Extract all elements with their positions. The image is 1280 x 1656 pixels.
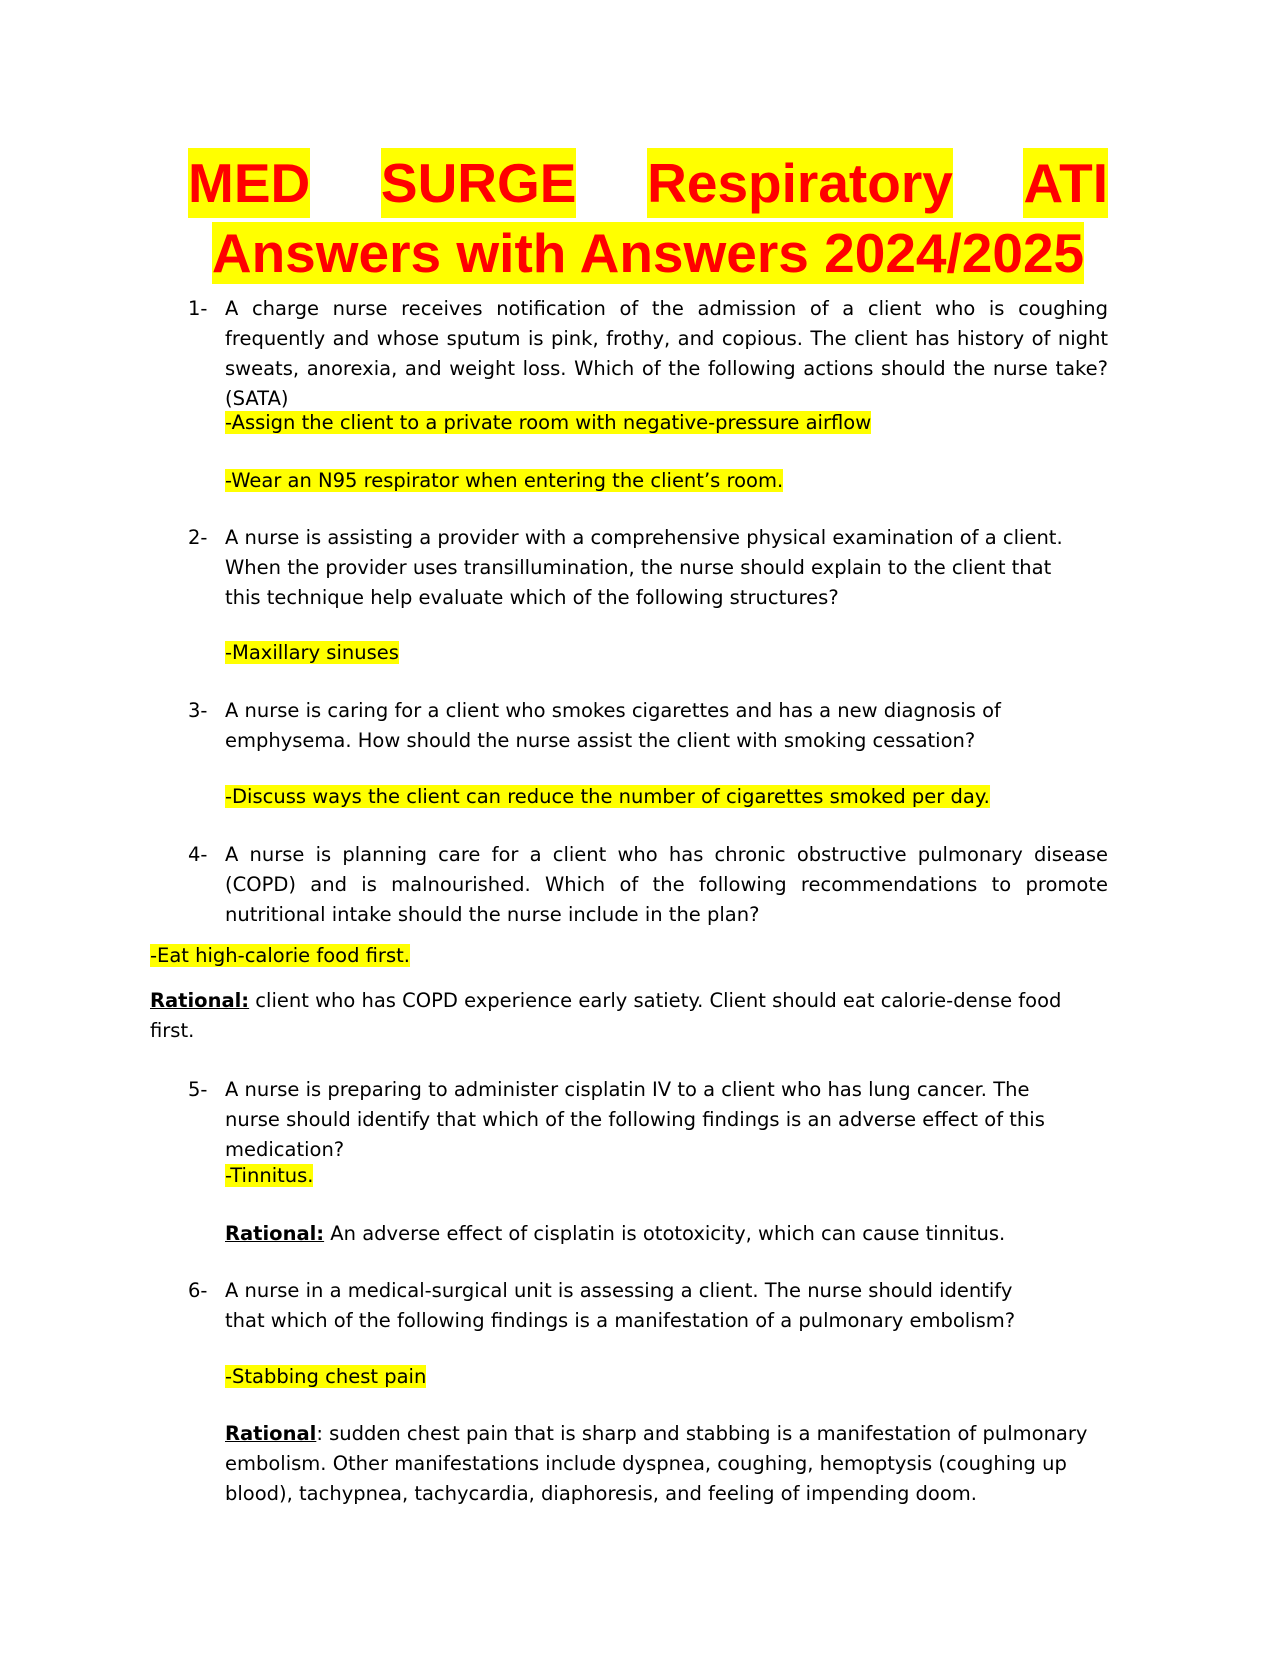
question-text: A nurse is preparing to administer cisplatin IV to a client who has lung cancer. The nurse should identify that which of the following findings is an adverse effect of this medication? (225, 1078, 1045, 1161)
title-word: ATI (1023, 148, 1108, 218)
title-word: SURGE (381, 148, 577, 218)
title-word: MED (188, 148, 310, 218)
answer-highlight: -Discuss ways the client can reduce the number of cigarettes smoked per day. (225, 785, 990, 808)
rational (150, 986, 1110, 1046)
title-word: Respiratory (647, 148, 953, 218)
question-text: A nurse is caring for a client who smokes cigarettes and has a new diagnosis of emphysema. How should the nurse assist the client with smoking cessation? (225, 699, 1001, 752)
question-4 (188, 840, 1108, 930)
answer-highlight: -Maxillary sinuses (225, 641, 399, 664)
question-2 (188, 523, 1108, 613)
question-5 (188, 1075, 1108, 1165)
question-number: 4- (188, 843, 208, 866)
answer-highlight: -Wear an N95 respirator when entering the client’s room. (225, 469, 784, 492)
question-1 (188, 294, 1108, 414)
question-number: 6- (188, 1279, 208, 1302)
rational (225, 1219, 1105, 1249)
question-number: 2- (188, 526, 208, 549)
question-3 (188, 696, 1108, 756)
answer-highlight: -Stabbing chest pain (225, 1365, 427, 1388)
document-title (188, 148, 1108, 288)
question-text: A charge nurse receives notification of the admission of a client who is coughing frequently and whose sputum is pink, frothy, and copious. The client has history of night sweats, anorexia, and weight loss. Which of the following actions should the nurse take? (SATA) (225, 297, 1108, 410)
rational-label: Rational: (225, 1222, 325, 1245)
question-number: 3- (188, 699, 208, 722)
rational-text: : sudden chest pain that is sharp and stabbing is a manifestation of pulmonary embolism. Other manifestations include dyspnea, coughing, hemoptysis (coughing up blood), tachypnea, tachycardia, diaphoresis, and feeling of impending doom. (225, 1422, 1088, 1505)
question-text: A nurse is assisting a provider with a comprehensive physical examination of a client. When the provider uses transillumination, the nurse should explain to the client that this technique help evaluate which of the following structures? (225, 526, 1063, 609)
rational-label: Rational: (150, 989, 250, 1012)
title-line-1 (188, 148, 1108, 218)
rational-text: client who has COPD experience early satiety. Client should eat calorie-dense food first. (150, 989, 1062, 1042)
title-line-2: Answers with Answers 2024/2025 (211, 222, 1085, 284)
answer-highlight: -Tinnitus. (225, 1164, 314, 1187)
answer-highlight: -Eat high-calorie food first. (150, 944, 410, 967)
question-number: 5- (188, 1078, 208, 1101)
rational-label: Rational (225, 1422, 317, 1445)
question-text: A nurse in a medical-surgical unit is assessing a client. The nurse should identify that which of the following findings is a manifestation of a pulmonary embolism? (225, 1279, 1016, 1332)
answer-highlight: -Assign the client to a private room with negative-pressure airflow (225, 411, 872, 434)
question-number: 1- (188, 297, 208, 320)
rational (225, 1419, 1095, 1509)
question-text: A nurse is planning care for a client who has chronic obstructive pulmonary disease (COPD) and is malnourished. Which of the following recommendations to promote nutritional intake should the nurse include in the plan? (225, 843, 1108, 926)
question-6 (188, 1276, 1108, 1336)
rational-text: An adverse effect of cisplatin is ototoxicity, which can cause tinnitus. (324, 1222, 1006, 1245)
